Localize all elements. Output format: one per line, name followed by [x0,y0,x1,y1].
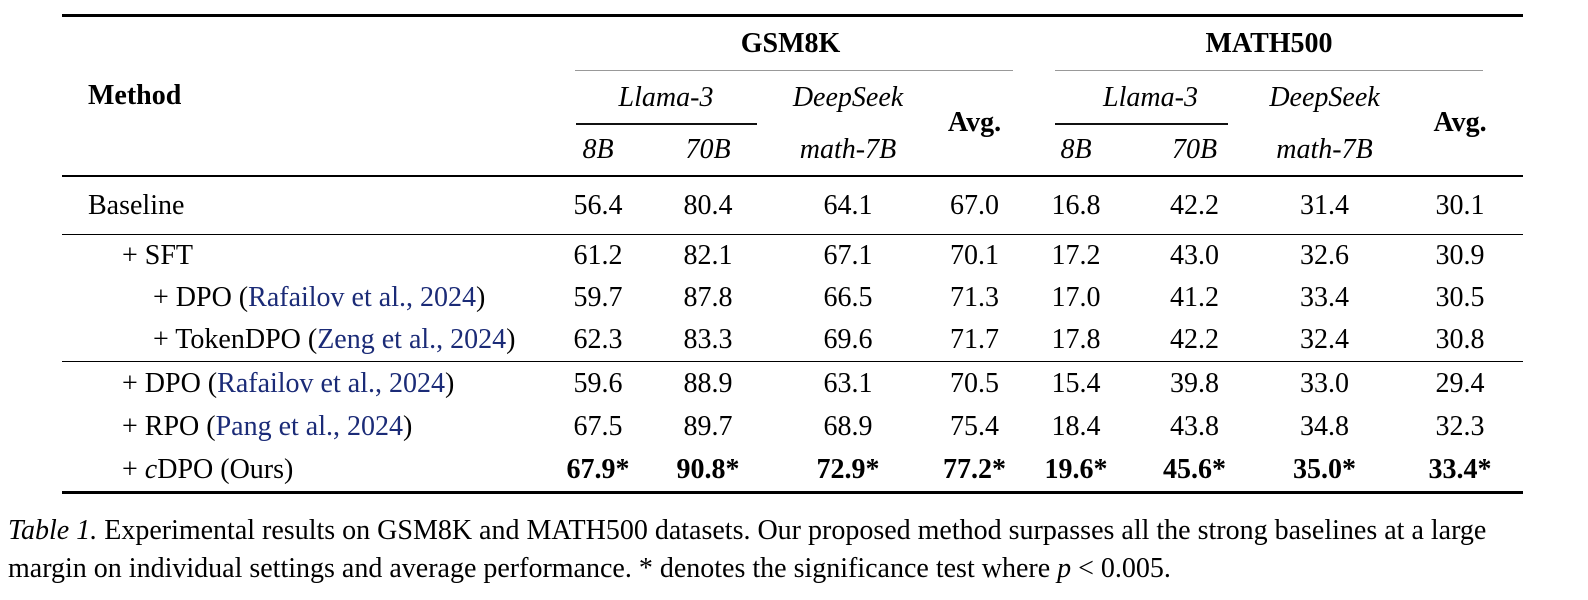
value-cell: 89.7 [683,410,733,442]
value-cell: 67.5 [573,410,623,442]
col-header-math-avg: Avg. [1433,107,1487,138]
value-cell: 61.2 [573,240,623,271]
value-cell: 82.1 [683,240,733,271]
value-cell: 42.2 [1170,189,1219,221]
method-cell [62,448,542,493]
value-cell: 88.9 [683,367,733,399]
value-cell: 43.8 [1170,410,1219,442]
col-header-gsm-70b: 70B [685,134,731,165]
caption-line-1 [8,512,1586,550]
value-cell: 80.4 [683,189,733,221]
caption-text: Experimental results on GSM8K and MATH500 datasets. Our proposed method surpasses all the strong baselines at a large [97,515,1487,546]
value-cell: 71.3 [950,282,999,313]
col-header-gsm-llama3: Llama-3 [542,71,762,125]
col-header-math-8b: 8B [1060,134,1092,165]
method-label-italic: c [144,453,158,485]
value-cell: 17.0 [1051,282,1101,313]
value-cell: 15.4 [1051,367,1101,399]
value-cell: 83.3 [683,324,733,355]
value-cell: 34.8 [1300,410,1349,442]
method-label: DPO (Ours) [157,453,294,485]
col-header-gsm-avg: Avg. [947,107,1002,138]
method-label: Baseline [88,189,185,221]
value-cell: 29.4 [1435,367,1485,399]
value-cell: 33.4 [1300,282,1349,313]
method-cell [62,362,542,406]
value-cell: 68.9 [823,410,873,442]
value-cell: 59.7 [573,282,623,313]
col-header-math-math7b: math-7B [1276,134,1373,165]
col-group-gsm8k: GSM8K [542,16,1015,72]
value-cell: 72.9* [816,453,880,485]
table-caption [8,512,1586,588]
value-cell: 30.9 [1435,240,1485,271]
value-cell: 17.2 [1051,240,1101,271]
method-label: ) [475,282,486,313]
value-cell: 70.5 [950,367,999,399]
value-cell: 43.0 [1170,240,1219,271]
value-cell: 32.4 [1300,324,1349,355]
citation-link[interactable]: Rafailov et al., 2024 [248,282,476,313]
value-cell: 63.1 [823,367,873,399]
value-cell: 75.4 [950,410,999,442]
method-label: + SFT [122,240,194,271]
value-cell: 31.4 [1300,189,1349,221]
row-group-sft [62,235,1523,362]
caption-text: < 0.005. [1071,553,1171,584]
value-cell: 45.6* [1163,453,1226,485]
value-cell: 90.8* [676,453,740,485]
method-label: ) [444,367,455,399]
value-cell: 69.6 [823,324,873,355]
table-row [62,405,1523,448]
value-cell: 62.3 [573,324,623,355]
method-label: + [122,453,145,485]
method-cell [62,319,542,362]
caption-text: margin on individual settings and average performance. * denotes the significance test where [8,553,1058,584]
citation-link[interactable]: Pang et al., 2024 [215,410,404,442]
value-cell: 67.9* [566,453,630,485]
row-group-proposed [62,362,1523,493]
value-cell: 35.0* [1293,453,1356,485]
col-header-method: Method [88,80,182,111]
table-row-ours [62,448,1523,493]
value-cell: 16.8 [1051,189,1101,221]
method-label: + DPO ( [122,367,218,399]
table-row [62,277,1523,319]
method-label: + RPO ( [122,410,216,442]
value-cell: 32.3 [1435,410,1485,442]
table-header [62,16,1523,177]
value-cell: 66.5 [823,282,873,313]
col-header-math-llama3: Llama-3 [1015,71,1252,125]
value-cell: 56.4 [573,189,623,221]
caption-line-2 [8,550,1586,588]
col-header-math-deepseek: DeepSeek [1269,82,1380,113]
method-cell [62,277,542,319]
method-cell [62,176,542,235]
citation-link[interactable]: Zeng et al., 2024 [317,324,507,355]
value-cell: 30.1 [1435,189,1485,221]
col-header-gsm-8b: 8B [582,134,614,165]
value-cell: 32.6 [1300,240,1349,271]
method-label: ) [403,410,413,442]
results-table [62,14,1523,494]
value-cell: 30.5 [1435,282,1485,313]
value-cell: 33.4* [1428,453,1492,485]
value-cell: 71.7 [950,324,999,355]
value-cell: 77.2* [943,453,1006,485]
value-cell: 87.8 [683,282,733,313]
value-cell: 41.2 [1170,282,1219,313]
method-label: ) [506,324,516,355]
value-cell: 70.1 [950,240,999,271]
value-cell: 18.4 [1051,410,1101,442]
col-header-gsm-deepseek: DeepSeek [792,82,904,113]
table-row [62,319,1523,362]
col-header-math-70b: 70B [1171,134,1218,165]
method-cell [62,235,542,278]
method-cell [62,405,542,448]
value-cell: 67.1 [823,240,873,271]
value-cell: 30.8 [1435,324,1485,355]
method-label: + TokenDPO ( [153,324,318,355]
row-group-baseline [62,176,1523,235]
table-row [62,362,1523,406]
value-cell: 42.2 [1170,324,1219,355]
value-cell: 64.1 [823,189,873,221]
value-cell: 39.8 [1170,367,1219,399]
citation-link[interactable]: Rafailov et al., 2024 [217,367,445,399]
results-table-grid [62,14,1523,494]
table-row [62,235,1523,278]
caption-math-var: p [1057,553,1072,584]
value-cell: 17.8 [1051,324,1101,355]
col-group-math500: MATH500 [1015,16,1523,72]
value-cell: 33.0 [1300,367,1349,399]
method-label: + DPO ( [153,282,249,313]
col-header-gsm-math7b: math-7B [799,134,897,165]
value-cell: 67.0 [950,189,999,221]
table-row [62,176,1523,235]
value-cell: 59.6 [573,367,623,399]
caption-table-number: Table 1. [8,515,98,546]
value-cell: 19.6* [1044,453,1108,485]
